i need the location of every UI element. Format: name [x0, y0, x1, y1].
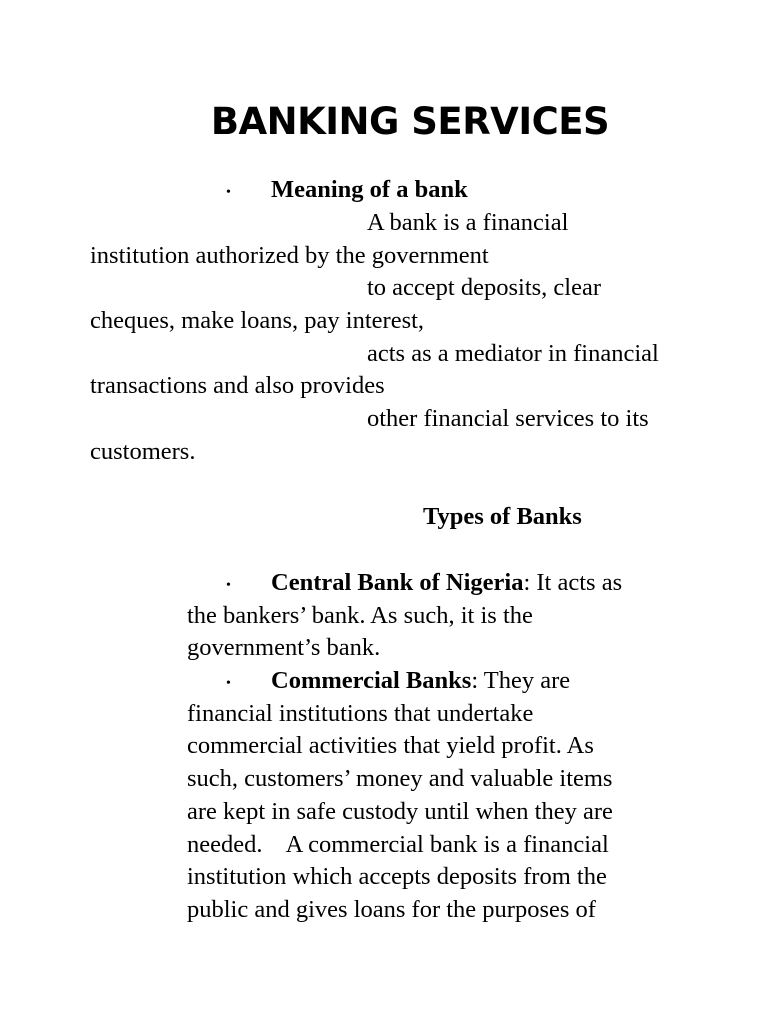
- bullet-icon: •: [226, 676, 231, 691]
- section-heading-types: Types of Banks: [423, 503, 582, 530]
- paragraph-line: other financial services to its: [367, 405, 649, 432]
- term: Central Bank of Nigeria: [271, 569, 524, 596]
- paragraph-line: transactions and also provides: [90, 372, 385, 399]
- paragraph-line: are kept in safe custody until when they are: [187, 798, 613, 825]
- document-title: BANKING SERVICES: [210, 100, 610, 143]
- list-item-central-bank: Central Bank of Nigeria: It acts as: [271, 569, 623, 596]
- paragraph-line: customers.: [90, 438, 196, 465]
- paragraph-line: institution authorized by the government: [90, 242, 489, 269]
- paragraph-line: such, customers’ money and valuable items: [187, 765, 613, 792]
- term: Commercial Banks: [271, 667, 472, 694]
- list-item-commercial-banks: Commercial Banks: They are: [271, 667, 571, 694]
- bullet-icon: •: [226, 185, 231, 200]
- paragraph-line: acts as a mediator in financial: [367, 340, 659, 367]
- paragraph-line: commercial activities that yield profit. As: [187, 732, 594, 759]
- paragraph-line: to accept deposits, clear: [367, 274, 602, 301]
- paragraph-line: financial institutions that undertake: [187, 700, 534, 727]
- bullet-icon: •: [226, 578, 231, 593]
- section-heading-meaning: Meaning of a bank: [271, 176, 468, 203]
- paragraph-line: government’s bank.: [187, 634, 381, 661]
- paragraph-line: public and gives loans for the purposes of: [187, 896, 596, 923]
- paragraph-line: the bankers’ bank. As such, it is the: [187, 602, 533, 629]
- paragraph-line: institution which accepts deposits from the: [187, 863, 607, 890]
- paragraph-line: A bank is a financial: [367, 209, 569, 236]
- paragraph-line: needed. A commercial bank is a financial: [187, 831, 609, 858]
- paragraph-line: cheques, make loans, pay interest,: [90, 307, 425, 334]
